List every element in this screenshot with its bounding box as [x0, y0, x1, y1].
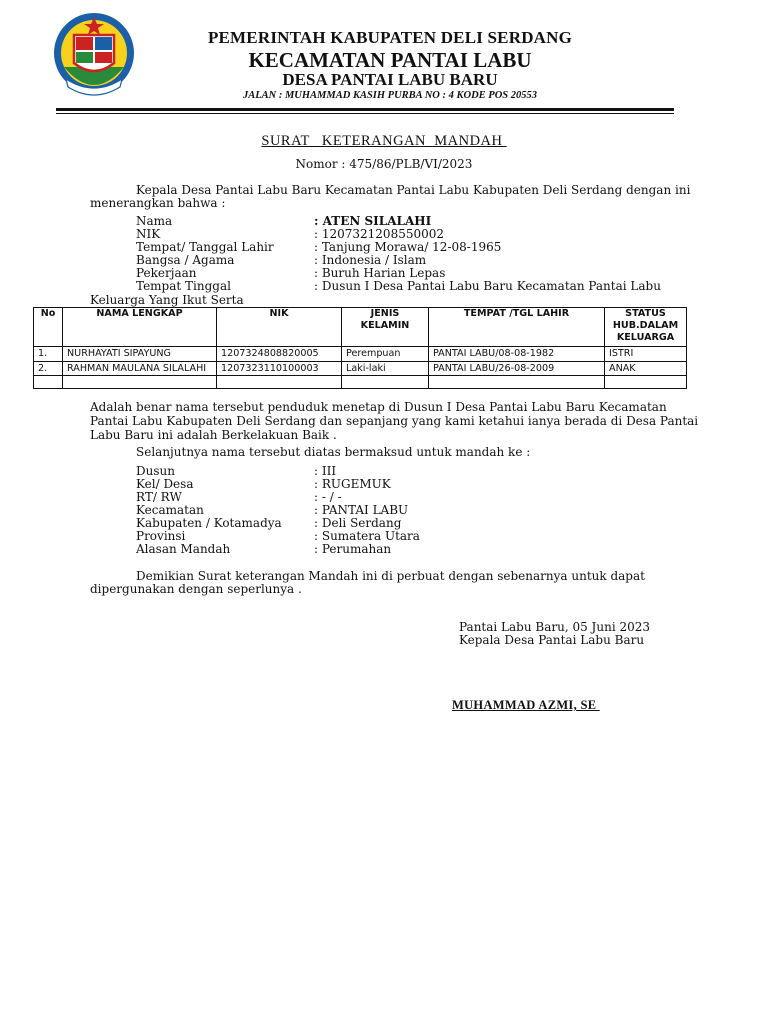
column-header-no: No	[34, 308, 63, 347]
dest-value-reason: : Perumahan	[314, 542, 392, 556]
header-district: KECAMATAN PANTAI LABU	[248, 48, 532, 72]
dest-value-rtrw: : - / -	[314, 490, 342, 504]
statement-line-3: Labu Baru ini adalah Berkelakuan Baik .	[90, 428, 337, 442]
table-row	[34, 361, 687, 376]
table-cell	[63, 376, 217, 389]
table-cell: PANTAI LABU/08-08-1982	[429, 347, 605, 362]
table-cell: Laki-laki	[342, 361, 429, 376]
signature-place-date: Pantai Labu Baru, 05 Juni 2023	[459, 620, 651, 634]
signature-position: Kepala Desa Pantai Labu Baru	[459, 633, 645, 647]
header-address: JALAN : MUHAMMAD KASIH PURBA NO : 4 KODE POS 20553	[242, 90, 538, 101]
column-header-birth: TEMPAT /TGL LAHIR	[429, 308, 605, 347]
table-cell	[605, 376, 687, 389]
dest-label-regency: Kabupaten / Kotamadya	[136, 516, 282, 530]
table-cell: 1207324808820005	[217, 347, 342, 362]
field-label-residence: Tempat Tinggal	[136, 279, 231, 293]
document-title: SURAT KETERANGAN MANDAH	[261, 133, 507, 149]
field-value-residence: : Dusun I Desa Pantai Labu Baru Kecamatan Pantai Labu	[314, 279, 661, 293]
table-cell: 1.	[34, 347, 63, 362]
field-label-name: Nama	[136, 214, 173, 228]
dest-label-village: Kel/ Desa	[136, 477, 194, 491]
dest-label-province: Provinsi	[136, 529, 186, 543]
dest-label-reason: Alasan Mandah	[136, 542, 231, 556]
table-cell	[342, 376, 429, 389]
dest-label-rtrw: RT/ RW	[136, 490, 182, 504]
header-government: PEMERINTAH KABUPATEN DELI SERDANG	[207, 28, 573, 47]
signatory-name: MUHAMMAD AZMI, SE	[452, 698, 600, 712]
dest-value-subdistrict: : PANTAI LABU	[314, 503, 409, 517]
header-village: DESA PANTAI LABU BARU	[282, 70, 498, 89]
table-cell: ANAK	[605, 361, 687, 376]
dest-value-dusun: : III	[314, 464, 337, 478]
field-label-birth: Tempat/ Tanggal Lahir	[136, 240, 274, 254]
dest-value-province: : Sumatera Utara	[314, 529, 420, 543]
header-rule-thin	[56, 113, 674, 114]
field-value-occupation: : Buruh Harian Lepas	[314, 266, 446, 280]
intro-line-2: menerangkan bahwa :	[90, 196, 226, 210]
table-cell: 2.	[34, 361, 63, 376]
dest-value-regency: : Deli Serdang	[314, 516, 402, 530]
table-cell: ISTRI	[605, 347, 687, 362]
statement-line-2: Pantai Labu Kabupaten Deli Serdang dan sepanjang yang kami ketahui ianya berada di Desa Pantai	[90, 414, 699, 428]
field-value-nik: : 1207321208550002	[314, 227, 445, 241]
column-header-gender: JENIS KELAMIN	[342, 308, 429, 347]
table-cell: PANTAI LABU/26-08-2009	[429, 361, 605, 376]
closing-line-1: Demikian Surat keterangan Mandah ini di perbuat dengan sebenarnya untuk dapat	[136, 569, 645, 583]
table-row	[34, 347, 687, 362]
document-number: Nomor : 475/86/PLB/VI/2023	[295, 157, 473, 171]
table-cell	[34, 376, 63, 389]
table-row	[34, 376, 687, 389]
deli-serdang-emblem-icon	[52, 7, 136, 103]
statement-next: Selanjutnya nama tersebut diatas bermaksud untuk mandah ke :	[136, 445, 531, 459]
statement-line-1: Adalah benar nama tersebut penduduk menetap di Dusun I Desa Pantai Labu Baru Kecamatan	[90, 400, 667, 414]
table-cell: NURHAYATI SIPAYUNG	[63, 347, 217, 362]
table-cell: 1207323110100003	[217, 361, 342, 376]
header-rule-thick	[56, 108, 674, 111]
family-table	[33, 307, 687, 389]
closing-line-2: dipergunakan dengan seperlunya .	[90, 582, 302, 596]
dest-label-dusun: Dusun	[136, 464, 175, 478]
field-label-occupation: Pekerjaan	[136, 266, 197, 280]
field-label-nation-religion: Bangsa / Agama	[136, 253, 235, 267]
table-cell: Perempuan	[342, 347, 429, 362]
column-header-name: NAMA LENGKAP	[63, 308, 217, 347]
dest-value-village: : RUGEMUK	[314, 477, 391, 491]
intro-line-1: Kepala Desa Pantai Labu Baru Kecamatan Pantai Labu Kabupaten Deli Serdang dengan ini	[136, 183, 691, 197]
field-value-nation-religion: : Indonesia / Islam	[314, 253, 427, 267]
column-header-status: STATUS HUB.DALAM KELUARGA	[605, 308, 687, 347]
family-caption: Keluarga Yang Ikut Serta	[90, 293, 244, 307]
dest-label-subdistrict: Kecamatan	[136, 503, 204, 517]
field-value-name: : ATEN SILALAHI	[314, 214, 432, 228]
field-label-nik: NIK	[136, 227, 161, 241]
column-header-nik: NIK	[217, 308, 342, 347]
field-value-birth: : Tanjung Morawa/ 12-08-1965	[314, 240, 502, 254]
table-header-row	[34, 308, 687, 347]
table-cell	[429, 376, 605, 389]
table-cell: RAHMAN MAULANA SILALAHI	[63, 361, 217, 376]
table-cell	[217, 376, 342, 389]
